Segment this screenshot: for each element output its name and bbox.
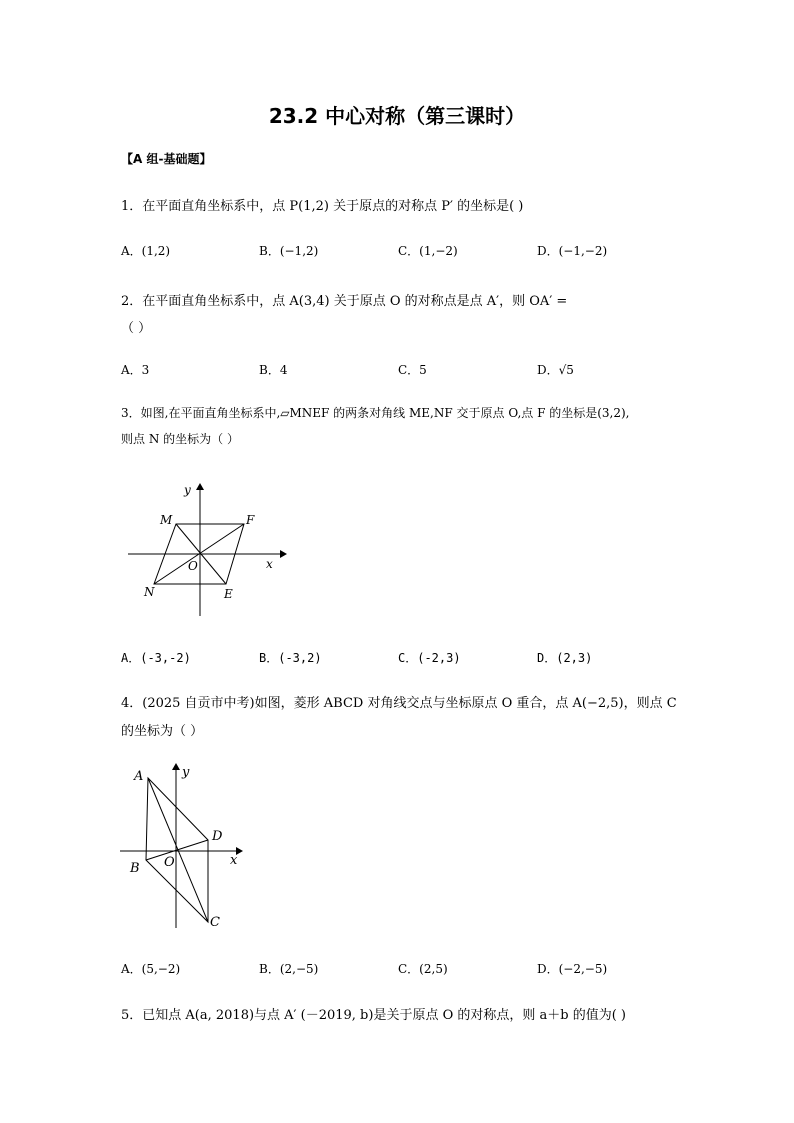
- section-heading: 【A 组-基础题】: [121, 152, 212, 166]
- fig4-label-d: D: [212, 829, 223, 844]
- q3-option-a: A．(-3,-2): [121, 651, 191, 665]
- q2-option-d: D．√5: [537, 363, 574, 377]
- fig3-label-y: y: [184, 483, 191, 497]
- fig3-label-x: x: [266, 557, 273, 571]
- q2-option-a: A．3: [121, 363, 150, 377]
- q4-option-b: B．(2,−5): [259, 962, 319, 976]
- q1-option-d: D．(−1,−2): [537, 244, 608, 258]
- q2-option-b: B．4: [259, 363, 288, 377]
- question-2-answer-blank: （ ）: [121, 321, 152, 336]
- fig3-label-f: F: [246, 513, 255, 527]
- question-4-stem: 4．(2025 自贡市中考)如图，菱形 ABCD 对角线交点与坐标原点 O 重合，点 A(−2,5)，则点 C: [121, 696, 677, 711]
- fig4-label-o: O: [164, 855, 175, 870]
- q3-option-c: C．(-2,3): [398, 651, 461, 665]
- q4-option-d: D．(−2,−5): [537, 962, 608, 976]
- page-title: 23.2 中心对称（第三课时）: [268, 104, 526, 128]
- parallelogram-figure: [120, 478, 290, 623]
- q1-option-b: B．(−1,2): [259, 244, 319, 258]
- q4-option-c: C．(2,5): [398, 962, 448, 976]
- question-3-stem: 3．如图,在平面直角坐标系中,▱MNEF 的两条对角线 ME,NF 交于原点 O,点 F 的坐标是(3,2),: [121, 406, 630, 420]
- fig4-label-y: y: [182, 765, 190, 780]
- rhombus-figure: [118, 760, 258, 935]
- fig4-label-a: A: [134, 769, 144, 784]
- fig3-label-m: M: [160, 513, 173, 527]
- fig4-label-c: C: [210, 915, 220, 930]
- question-5-stem: 5．已知点 A(a, 2018)与点 A′ (－2019, b)是关于原点 O 的对称点，则 a＋b 的值为( ): [121, 1008, 626, 1023]
- question-1-stem: 1．在平面直角坐标系中，点 P(1,2) 关于原点的对称点 P′ 的坐标是( ): [121, 199, 524, 214]
- fig3-label-o: O: [188, 559, 198, 573]
- fig3-label-e: E: [224, 587, 233, 601]
- fig4-label-x: x: [230, 853, 238, 868]
- q2-option-c: C．5: [398, 363, 427, 377]
- fig4-label-b: B: [130, 861, 140, 876]
- q1-option-c: C．(1,−2): [398, 244, 458, 258]
- question-2-stem: 2．在平面直角坐标系中，点 A(3,4) 关于原点 O 的对称点是点 A′，则 OA′ =: [121, 294, 568, 309]
- q3-option-b: B．(-3,2): [259, 651, 322, 665]
- q4-option-a: A．(5,−2): [121, 962, 181, 976]
- q1-option-a: A．(1,2): [121, 244, 171, 258]
- q3-option-d: D．(2,3): [537, 651, 593, 665]
- question-4-stem-cont: 的坐标为（ ）: [121, 724, 204, 739]
- fig3-label-n: N: [144, 585, 155, 599]
- question-3-stem-cont: 则点 N 的坐标为（ ）: [121, 432, 239, 446]
